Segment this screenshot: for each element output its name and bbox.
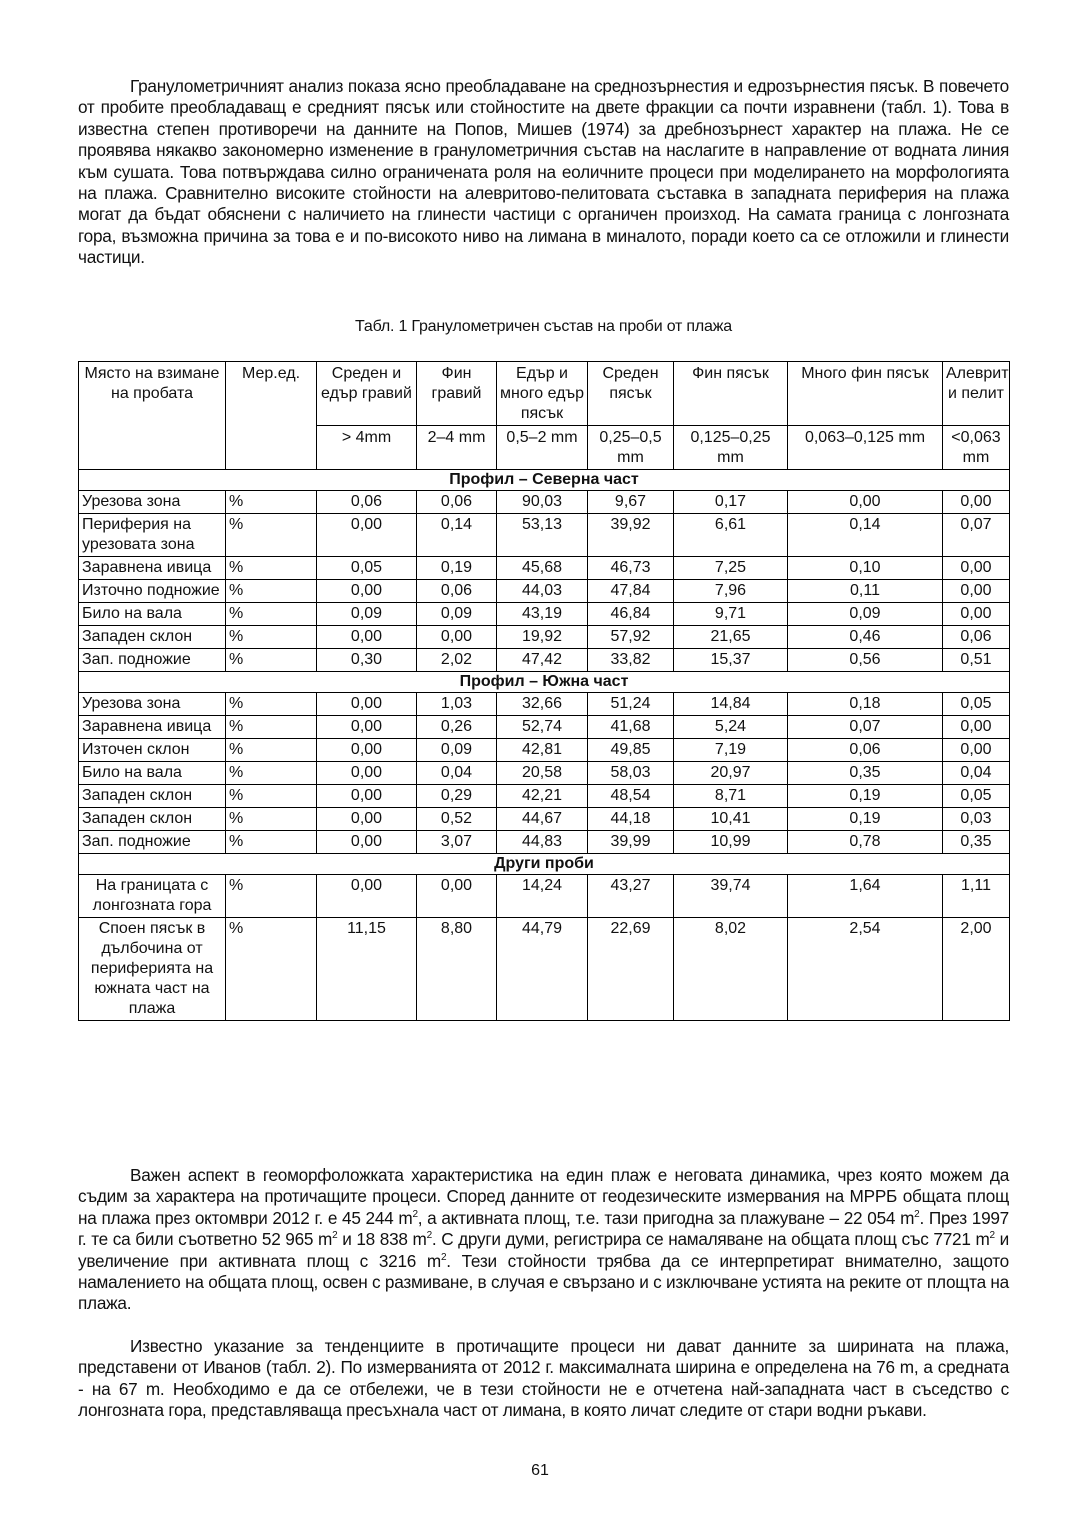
value-cell: 0,00 (317, 785, 417, 808)
value-cell: 0,35 (788, 762, 943, 785)
value-cell: 8,80 (417, 918, 497, 1021)
value-cell: 46,73 (588, 557, 674, 580)
value-cell: 33,82 (588, 649, 674, 672)
value-cell: 8,02 (674, 918, 788, 1021)
value-cell: 0,00 (943, 739, 1010, 762)
value-cell: 0,06 (417, 580, 497, 603)
header-size: 0,063–0,125 mm (788, 426, 943, 470)
value-cell: 7,25 (674, 557, 788, 580)
unit-cell: % (226, 626, 317, 649)
value-cell: 0,19 (417, 557, 497, 580)
value-cell: 0,14 (788, 514, 943, 557)
table-row (79, 739, 1010, 762)
unit-cell: % (226, 831, 317, 854)
value-cell: 0,00 (317, 739, 417, 762)
value-cell: 0,78 (788, 831, 943, 854)
section-title: Профил – Северна част (79, 470, 1010, 491)
value-cell: 45,68 (497, 557, 588, 580)
table-row (79, 762, 1010, 785)
value-cell: 0,00 (943, 603, 1010, 626)
table-row (79, 491, 1010, 514)
unit-cell: % (226, 808, 317, 831)
value-cell: 0,00 (317, 808, 417, 831)
value-cell: 42,81 (497, 739, 588, 762)
value-cell: 0,00 (317, 514, 417, 557)
header-size: 0,5–2 mm (497, 426, 588, 470)
section-title: Други проби (79, 854, 1010, 875)
header-fraction: Фин пясък (674, 362, 788, 426)
header-size: 0,25–0,5 mm (588, 426, 674, 470)
value-cell: 0,00 (317, 831, 417, 854)
value-cell: 1,64 (788, 875, 943, 918)
value-cell: 0,35 (943, 831, 1010, 854)
value-cell: 43,27 (588, 875, 674, 918)
value-cell: 2,00 (943, 918, 1010, 1021)
table-row (79, 649, 1010, 672)
value-cell: 10,41 (674, 808, 788, 831)
value-cell: 1,11 (943, 875, 1010, 918)
sample-place: Западен склон (79, 785, 226, 808)
table-row (79, 557, 1010, 580)
value-cell: 0,56 (788, 649, 943, 672)
value-cell: 0,29 (417, 785, 497, 808)
unit-cell: % (226, 557, 317, 580)
table-row (79, 716, 1010, 739)
header-fraction: Алеврит и пелит (943, 362, 1010, 426)
value-cell: 0,19 (788, 808, 943, 831)
value-cell: 0,51 (943, 649, 1010, 672)
value-cell: 0,06 (788, 739, 943, 762)
granulometry-table (78, 361, 1010, 1021)
value-cell: 15,37 (674, 649, 788, 672)
unit-cell: % (226, 580, 317, 603)
width-paragraph: Известно указание за тенденциите в протичащите процеси ни дават данните за ширината на плажа, представени от Иванов (табл. 2). По измерванията от 2012 г. максималната ширина е определена на 76 m, а средната - на 67 m. Необходимо е да се отбележи, че в тези стойности не е отчетена най-западната част в съседство с лонгозната гора, представляваща пресъхнала част от лимана, в която личат следите от стари водни ръкави. (78, 1336, 1009, 1421)
value-cell: 7,96 (674, 580, 788, 603)
header-fraction: Много фин пясък (788, 362, 943, 426)
sample-place: Източно подножие (79, 580, 226, 603)
header-fraction: Едър и много едър пясък (497, 362, 588, 426)
value-cell: 0,06 (943, 626, 1010, 649)
value-cell: 0,00 (317, 693, 417, 716)
header-fraction: Фин гравий (417, 362, 497, 426)
value-cell: 0,00 (943, 580, 1010, 603)
value-cell: 1,03 (417, 693, 497, 716)
value-cell: 0,18 (788, 693, 943, 716)
unit-cell: % (226, 649, 317, 672)
sample-place: Урезова зона (79, 693, 226, 716)
page-number: 61 (531, 1462, 549, 1479)
table-caption: Табл. 1 Гранулометричен състав на проби от плажа (355, 318, 732, 335)
value-cell: 39,74 (674, 875, 788, 918)
intro-paragraph: Гранулометричният анализ показа ясно преобладаване на среднозърнестия и едрозърнестия пясък. В повечето от пробите преобладаващ е средният пясък или стойностите на двете фракции са почти изравнени (табл. 1). Това в известна степен противоречи на данните на Попов, Мишев (1974) за дребнозърнест характер на плажа. Не се проявява някакво закономерно изменение в гранулометричния състав на наслагите в направление от водната линия към сушата. Това потвърждава силно ограничената роля на еоличните процеси при моделирането на морфологията на плажа. Сравнително високите стойности на алевритово-пелитовата съставка в западната периферия на плажа могат да бъдат обяснени с наличието на глинести частици с органичен произход. На самата граница с лонгозната гора, възможна причина за това е и по-високото ниво на лимана в миналото, поради което са се отложили и глинести частици. (78, 76, 1009, 268)
value-cell: 57,92 (588, 626, 674, 649)
value-cell: 0,00 (317, 762, 417, 785)
value-cell: 44,67 (497, 808, 588, 831)
value-cell: 19,92 (497, 626, 588, 649)
dynamics-paragraph: Важен аспект в геоморфоложката характеристика на един плаж е неговата динамика, чрез която можем да съдим за характера на протичащите процеси. Според данните от геодезическите измервания на МРРБ общата площ на плажа през октомври 2012 г. е 45 244 $m^2$, а активната площ, т.е. тази пригодна за плажуване – 22 054 $m^2$. През 1997 г. те са били съответно 52 965 $m^2$ и 18 838 $m^2$. С други думи, регистрира се намаляване на общата площ със 7721 $m^2$ и увеличение при активната площ с 3216 $m^2$. Тези стойности трябва да се интерпретират внимателно, защото намалението на общата площ, освен с размиване, в случая е свързано и с изключване устията на реките от площта на плажа. (78, 1165, 1009, 1314)
value-cell: 0,00 (317, 580, 417, 603)
sample-place: Урезова зона (79, 491, 226, 514)
value-cell: 0,09 (417, 739, 497, 762)
value-cell: 8,71 (674, 785, 788, 808)
sample-place: Било на вала (79, 603, 226, 626)
table-row (79, 875, 1010, 918)
value-cell: 42,21 (497, 785, 588, 808)
value-cell: 39,92 (588, 514, 674, 557)
value-cell: 0,07 (788, 716, 943, 739)
value-cell: 0,26 (417, 716, 497, 739)
value-cell: 58,03 (588, 762, 674, 785)
section-row (79, 672, 1010, 693)
table-row (79, 603, 1010, 626)
value-cell: 0,07 (943, 514, 1010, 557)
value-cell: 0,00 (943, 716, 1010, 739)
value-cell: 0,52 (417, 808, 497, 831)
value-cell: 0,17 (674, 491, 788, 514)
unit-cell: % (226, 693, 317, 716)
value-cell: 90,03 (497, 491, 588, 514)
value-cell: 10,99 (674, 831, 788, 854)
value-cell: 7,19 (674, 739, 788, 762)
value-cell: 0,46 (788, 626, 943, 649)
value-cell: 0,14 (417, 514, 497, 557)
value-cell: 0,00 (417, 626, 497, 649)
value-cell: 41,68 (588, 716, 674, 739)
table-row (79, 785, 1010, 808)
value-cell: 11,15 (317, 918, 417, 1021)
value-cell: 0,00 (943, 557, 1010, 580)
value-cell: 47,42 (497, 649, 588, 672)
value-cell: 53,13 (497, 514, 588, 557)
value-cell: 0,03 (943, 808, 1010, 831)
table-row (79, 580, 1010, 603)
sample-place: Зап. подножие (79, 649, 226, 672)
value-cell: 0,06 (417, 491, 497, 514)
value-cell: 0,09 (417, 603, 497, 626)
sample-place: Западен склон (79, 626, 226, 649)
section-title: Профил – Южна част (79, 672, 1010, 693)
sample-place: Източен склон (79, 739, 226, 762)
value-cell: 0,00 (317, 626, 417, 649)
value-cell: 0,09 (788, 603, 943, 626)
table-row (79, 514, 1010, 557)
value-cell: 0,06 (317, 491, 417, 514)
unit-cell: % (226, 739, 317, 762)
header-size: <0,063 mm (943, 426, 1010, 470)
table-row (79, 808, 1010, 831)
table-row (79, 918, 1010, 1021)
header-unit: Мер.ед. (226, 362, 317, 470)
value-cell: 0,19 (788, 785, 943, 808)
value-cell: 21,65 (674, 626, 788, 649)
value-cell: 0,09 (317, 603, 417, 626)
sample-place: Споен пясък в дълбочина от периферията на южната част на плажа (79, 918, 226, 1021)
value-cell: 5,24 (674, 716, 788, 739)
value-cell: 48,54 (588, 785, 674, 808)
header-fraction: Среден и едър гравий (317, 362, 417, 426)
unit-cell: % (226, 491, 317, 514)
table-row (79, 626, 1010, 649)
value-cell: 20,58 (497, 762, 588, 785)
header-fraction: Среден пясък (588, 362, 674, 426)
sample-place: Било на вала (79, 762, 226, 785)
sample-place: Периферия на урезовата зона (79, 514, 226, 557)
section-row (79, 470, 1010, 491)
value-cell: 2,54 (788, 918, 943, 1021)
sample-place: Заравнена ивица (79, 557, 226, 580)
section-row (79, 854, 1010, 875)
value-cell: 2,02 (417, 649, 497, 672)
value-cell: 44,03 (497, 580, 588, 603)
unit-cell: % (226, 603, 317, 626)
value-cell: 46,84 (588, 603, 674, 626)
header-place: Място на взимане на пробата (79, 362, 226, 470)
value-cell: 44,79 (497, 918, 588, 1021)
value-cell: 0,00 (943, 491, 1010, 514)
value-cell: 47,84 (588, 580, 674, 603)
value-cell: 44,18 (588, 808, 674, 831)
value-cell: 9,71 (674, 603, 788, 626)
unit-cell: % (226, 716, 317, 739)
value-cell: 44,83 (497, 831, 588, 854)
value-cell: 0,05 (943, 693, 1010, 716)
value-cell: 0,05 (943, 785, 1010, 808)
value-cell: 0,00 (317, 875, 417, 918)
sample-place: Западен склон (79, 808, 226, 831)
value-cell: 0,00 (317, 716, 417, 739)
table-header-row (79, 362, 1010, 426)
value-cell: 0,04 (417, 762, 497, 785)
value-cell: 9,67 (588, 491, 674, 514)
value-cell: 0,30 (317, 649, 417, 672)
value-cell: 32,66 (497, 693, 588, 716)
value-cell: 0,04 (943, 762, 1010, 785)
table-row (79, 831, 1010, 854)
value-cell: 0,05 (317, 557, 417, 580)
sample-place: Зап. подножие (79, 831, 226, 854)
value-cell: 52,74 (497, 716, 588, 739)
value-cell: 14,84 (674, 693, 788, 716)
value-cell: 3,07 (417, 831, 497, 854)
value-cell: 14,24 (497, 875, 588, 918)
value-cell: 0,00 (788, 491, 943, 514)
header-size: 2–4 mm (417, 426, 497, 470)
value-cell: 0,00 (417, 875, 497, 918)
unit-cell: % (226, 918, 317, 1021)
unit-cell: % (226, 762, 317, 785)
value-cell: 20,97 (674, 762, 788, 785)
sample-place: На границата с лонгозната гора (79, 875, 226, 918)
sample-place: Заравнена ивица (79, 716, 226, 739)
value-cell: 0,10 (788, 557, 943, 580)
unit-cell: % (226, 875, 317, 918)
table-row (79, 693, 1010, 716)
header-size: 0,125–0,25 mm (674, 426, 788, 470)
value-cell: 6,61 (674, 514, 788, 557)
unit-cell: % (226, 785, 317, 808)
value-cell: 22,69 (588, 918, 674, 1021)
unit-cell: % (226, 514, 317, 557)
value-cell: 51,24 (588, 693, 674, 716)
value-cell: 0,11 (788, 580, 943, 603)
value-cell: 49,85 (588, 739, 674, 762)
header-size: > 4mm (317, 426, 417, 470)
value-cell: 39,99 (588, 831, 674, 854)
value-cell: 43,19 (497, 603, 588, 626)
